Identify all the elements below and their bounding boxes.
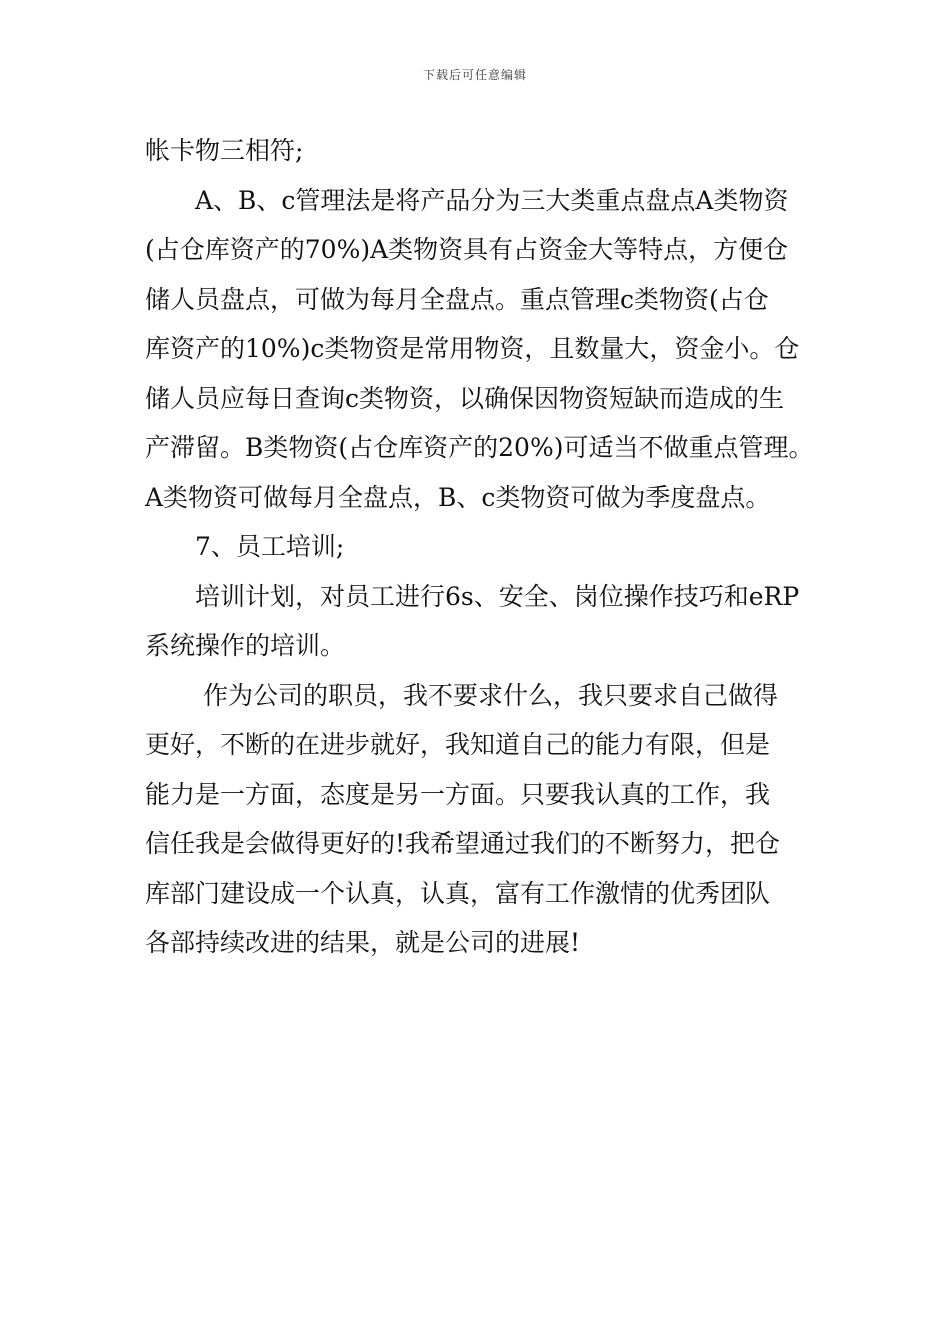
text-line: A、B、c管理法是将产品分为三大类重点盘点A类物资 — [195, 185, 789, 215]
text-line: A类物资可做每月全盘点，B、c类物资可做为季度盘点。 — [145, 482, 771, 512]
document-body — [145, 126, 817, 968]
text-line: 各部持续改进的结果，就是公司的进展! — [145, 928, 581, 957]
text-line: 作为公司的职员，我不要求什么，我只要求自己做得 — [203, 680, 779, 710]
text-line: 帐卡物三相符; — [145, 136, 304, 165]
text-line: 能力是一方面，态度是另一方面。只要我认真的工作，我 — [145, 779, 771, 809]
text-line: 库资产的10%)c类物资是常用物资，且数量大，资金小。仓 — [145, 334, 800, 363]
text-line: 培训计划，对员工进行6s、安全、岗位操作技巧和eRP — [195, 581, 800, 611]
section-heading: 7、员工培训; — [195, 532, 345, 561]
text-line: 系统操作的培训。 — [145, 631, 346, 660]
text-line: 储人员应每日查询c类物资，以确保因物资短缺而造成的生 — [145, 383, 785, 413]
text-line: 产滞留。B类物资(占仓库资产的20%)可适当不做重点管理。 — [145, 433, 814, 462]
text-line: 信任我是会做得更好的!我希望通过我们的不断努力，把仓 — [145, 829, 781, 858]
page-header-note: 下载后可任意编辑 — [422, 68, 527, 82]
text-line: 更好，不断的在进步就好，我知道自己的能力有限，但是 — [145, 730, 771, 759]
text-line: 库部门建设成一个认真，认真，富有工作激情的优秀团队 — [145, 878, 771, 908]
text-line: 储人员盘点，可做为每月全盘点。重点管理c类物资(占仓 — [145, 284, 769, 314]
text-line: (占仓库资产的70%)A类物资具有占资金大等特点，方便仓 — [145, 235, 789, 264]
